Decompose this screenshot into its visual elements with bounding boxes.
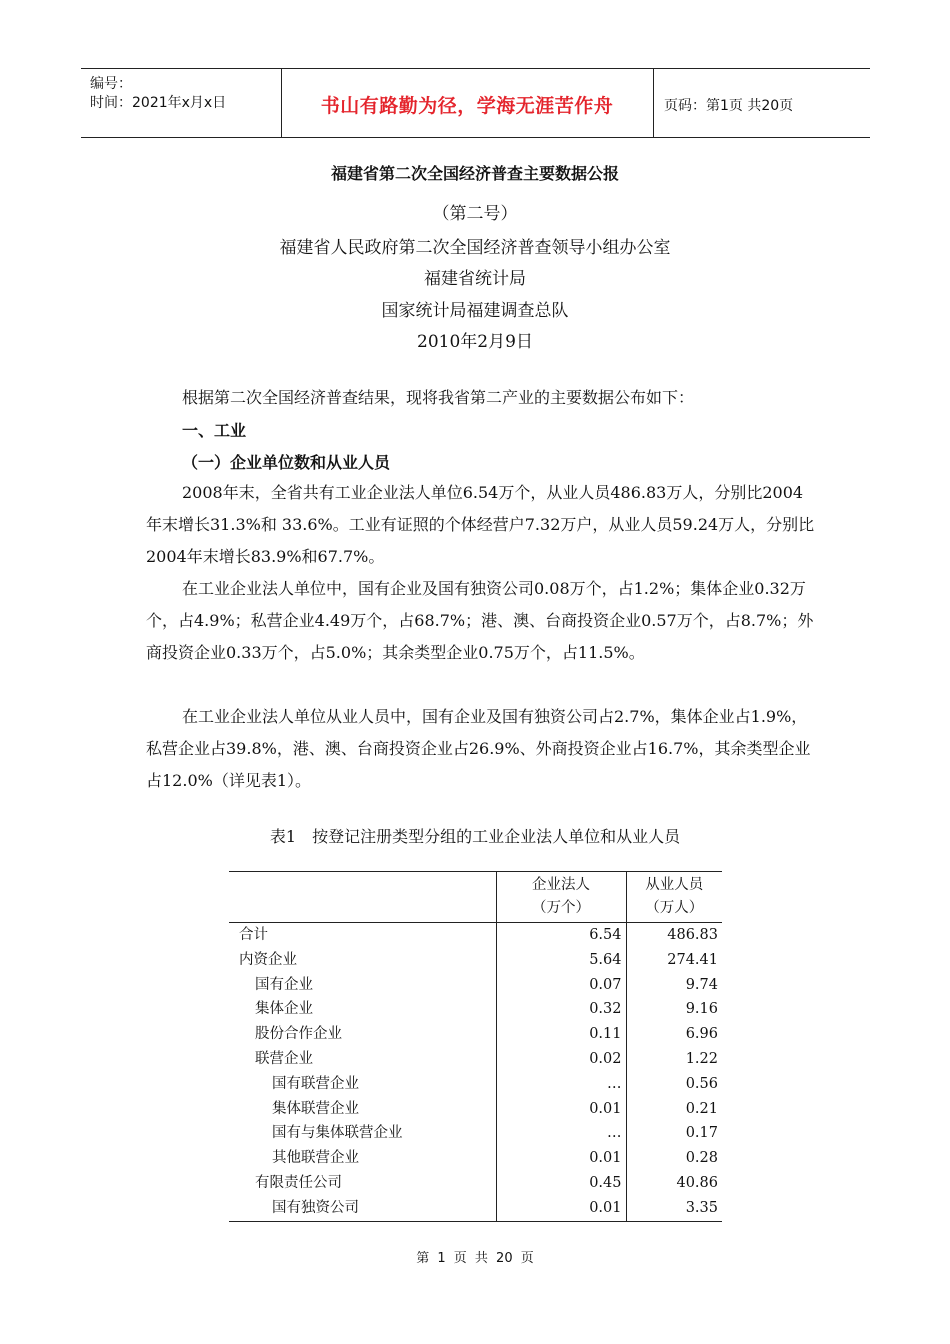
row-employees: 0.17 (626, 1121, 722, 1146)
row-label: 联营企业 (255, 1050, 313, 1067)
header-blank (229, 871, 496, 923)
row-employees: 9.16 (626, 997, 722, 1022)
intro-paragraph (146, 382, 816, 414)
row-units: … (496, 1121, 626, 1146)
col-employees-header (626, 871, 722, 923)
row-employees: 486.83 (626, 923, 722, 948)
row-units: 0.02 (496, 1047, 626, 1072)
document-title: 福建省第二次全国经济普查主要数据公报 (330, 164, 619, 183)
header-motto-cell (281, 69, 654, 137)
data-table (229, 871, 722, 1222)
table-row (229, 973, 722, 998)
row-employees: 274.41 (626, 948, 722, 973)
header-page-cell (654, 69, 870, 137)
row-units: 0.07 (496, 973, 626, 998)
row-employees: 1.22 (626, 1047, 722, 1072)
document-date: 2010年2月9日 (417, 332, 533, 352)
row-employees: 6.96 (626, 1022, 722, 1047)
row-label: 集体企业 (255, 1001, 313, 1018)
table-row (229, 1121, 722, 1146)
table-row (229, 923, 722, 948)
subsection-heading: （一）企业单位数和从业人员 (182, 453, 391, 472)
row-label: 集体联营企业 (272, 1100, 359, 1117)
col-employees-line2: （万人） (645, 900, 704, 916)
paragraph-3 (146, 701, 816, 797)
row-label: 内资企业 (239, 951, 297, 968)
row-label: 股份合作企业 (255, 1026, 342, 1043)
paragraph-2-text: 在工业企业法人单位中，国有企业及国有独资公司0.08万个，占1.2%；集体企业0.32万个，占4.9%；私营企业4.49万个，占68.7%；港、澳、台商投资企业0.57万个，占8.7%；外商投资企业0.33万个，占5.0%；其余类型企业0.75万个，占11.5%。 (146, 579, 814, 662)
page-footer: 第 1 页 共 20 页 (416, 1251, 534, 1266)
col-units-header (496, 871, 626, 923)
row-units: 0.32 (496, 997, 626, 1022)
col-units-line2: （万个） (532, 900, 590, 916)
row-employees: 9.74 (626, 973, 722, 998)
row-employees: 0.28 (626, 1146, 722, 1171)
row-units: … (496, 1072, 626, 1097)
table-row (229, 1146, 722, 1171)
table-row (229, 1072, 722, 1097)
page-header (81, 68, 870, 138)
row-employees: 0.21 (626, 1097, 722, 1122)
col-employees-line1: 从业人员 (645, 877, 704, 893)
row-employees: 40.86 (626, 1171, 722, 1196)
row-units: 0.11 (496, 1022, 626, 1047)
section-heading: 一、工业 (182, 421, 247, 440)
table-row (229, 948, 722, 973)
table-header-row (229, 871, 722, 923)
row-employees: 0.56 (626, 1072, 722, 1097)
row-label: 国有企业 (255, 976, 313, 993)
row-label: 有限责任公司 (255, 1174, 342, 1191)
row-units: 0.01 (496, 1196, 626, 1221)
row-employees: 3.35 (626, 1196, 722, 1221)
row-label: 国有联营企业 (272, 1075, 359, 1092)
paragraph-3-text: 在工业企业法人单位从业人员中，国有企业及国有独资公司占2.7%，集体企业占1.9%，私营企业占39.8%，港、澳、台商投资企业占26.9%、外商投资企业占16.7%，其余类型企业占12.0%（详见表1）。 (146, 707, 811, 790)
row-units: 5.64 (496, 948, 626, 973)
document-number: （第二号） (432, 204, 518, 224)
number-label: 编号： (90, 76, 132, 92)
table-row (229, 1047, 722, 1072)
row-units: 6.54 (496, 923, 626, 948)
table-row (229, 1196, 722, 1221)
issuer-3: 国家统计局福建调查总队 (381, 301, 569, 321)
paragraph-1-text: 2008年末，全省共有工业企业法人单位6.54万个，从业人员486.83万人，分别比2004年末增长31.3%和 33.6%。工业有证照的个体经营户7.32万户，从业人员59.24万人，分别比2004年末增长83.9%和67.7%。 (146, 483, 815, 566)
row-units: 0.45 (496, 1171, 626, 1196)
intro-text: 根据第二次全国经济普查结果，现将我省第二产业的主要数据公布如下： (182, 388, 695, 407)
table-row (229, 1022, 722, 1047)
issuer-2: 福建省统计局 (424, 269, 526, 289)
paragraph-2 (146, 573, 816, 669)
table-row (229, 1097, 722, 1122)
row-units: 0.01 (496, 1097, 626, 1122)
row-label: 国有与集体联营企业 (272, 1125, 403, 1142)
row-label: 其他联营企业 (272, 1150, 359, 1167)
row-label: 合计 (239, 927, 268, 943)
page-label: 页码：第1页 共20页 (664, 98, 794, 114)
motto: 书山有路勤为径，学海无涯苦作舟 (320, 95, 614, 117)
header-meta-cell (81, 69, 282, 137)
time-label: 时间：2021年x月x日 (90, 95, 227, 111)
col-units-line1: 企业法人 (532, 877, 590, 893)
row-label: 国有独资公司 (229, 1196, 496, 1221)
table-caption: 表1 按登记注册类型分组的工业企业法人单位和从业人员 (269, 827, 681, 846)
table-row (229, 997, 722, 1022)
table-row (229, 1171, 722, 1196)
row-units: 0.01 (496, 1146, 626, 1171)
issuer-1: 福建省人民政府第二次全国经济普查领导小组办公室 (279, 238, 671, 258)
paragraph-1 (146, 477, 816, 573)
